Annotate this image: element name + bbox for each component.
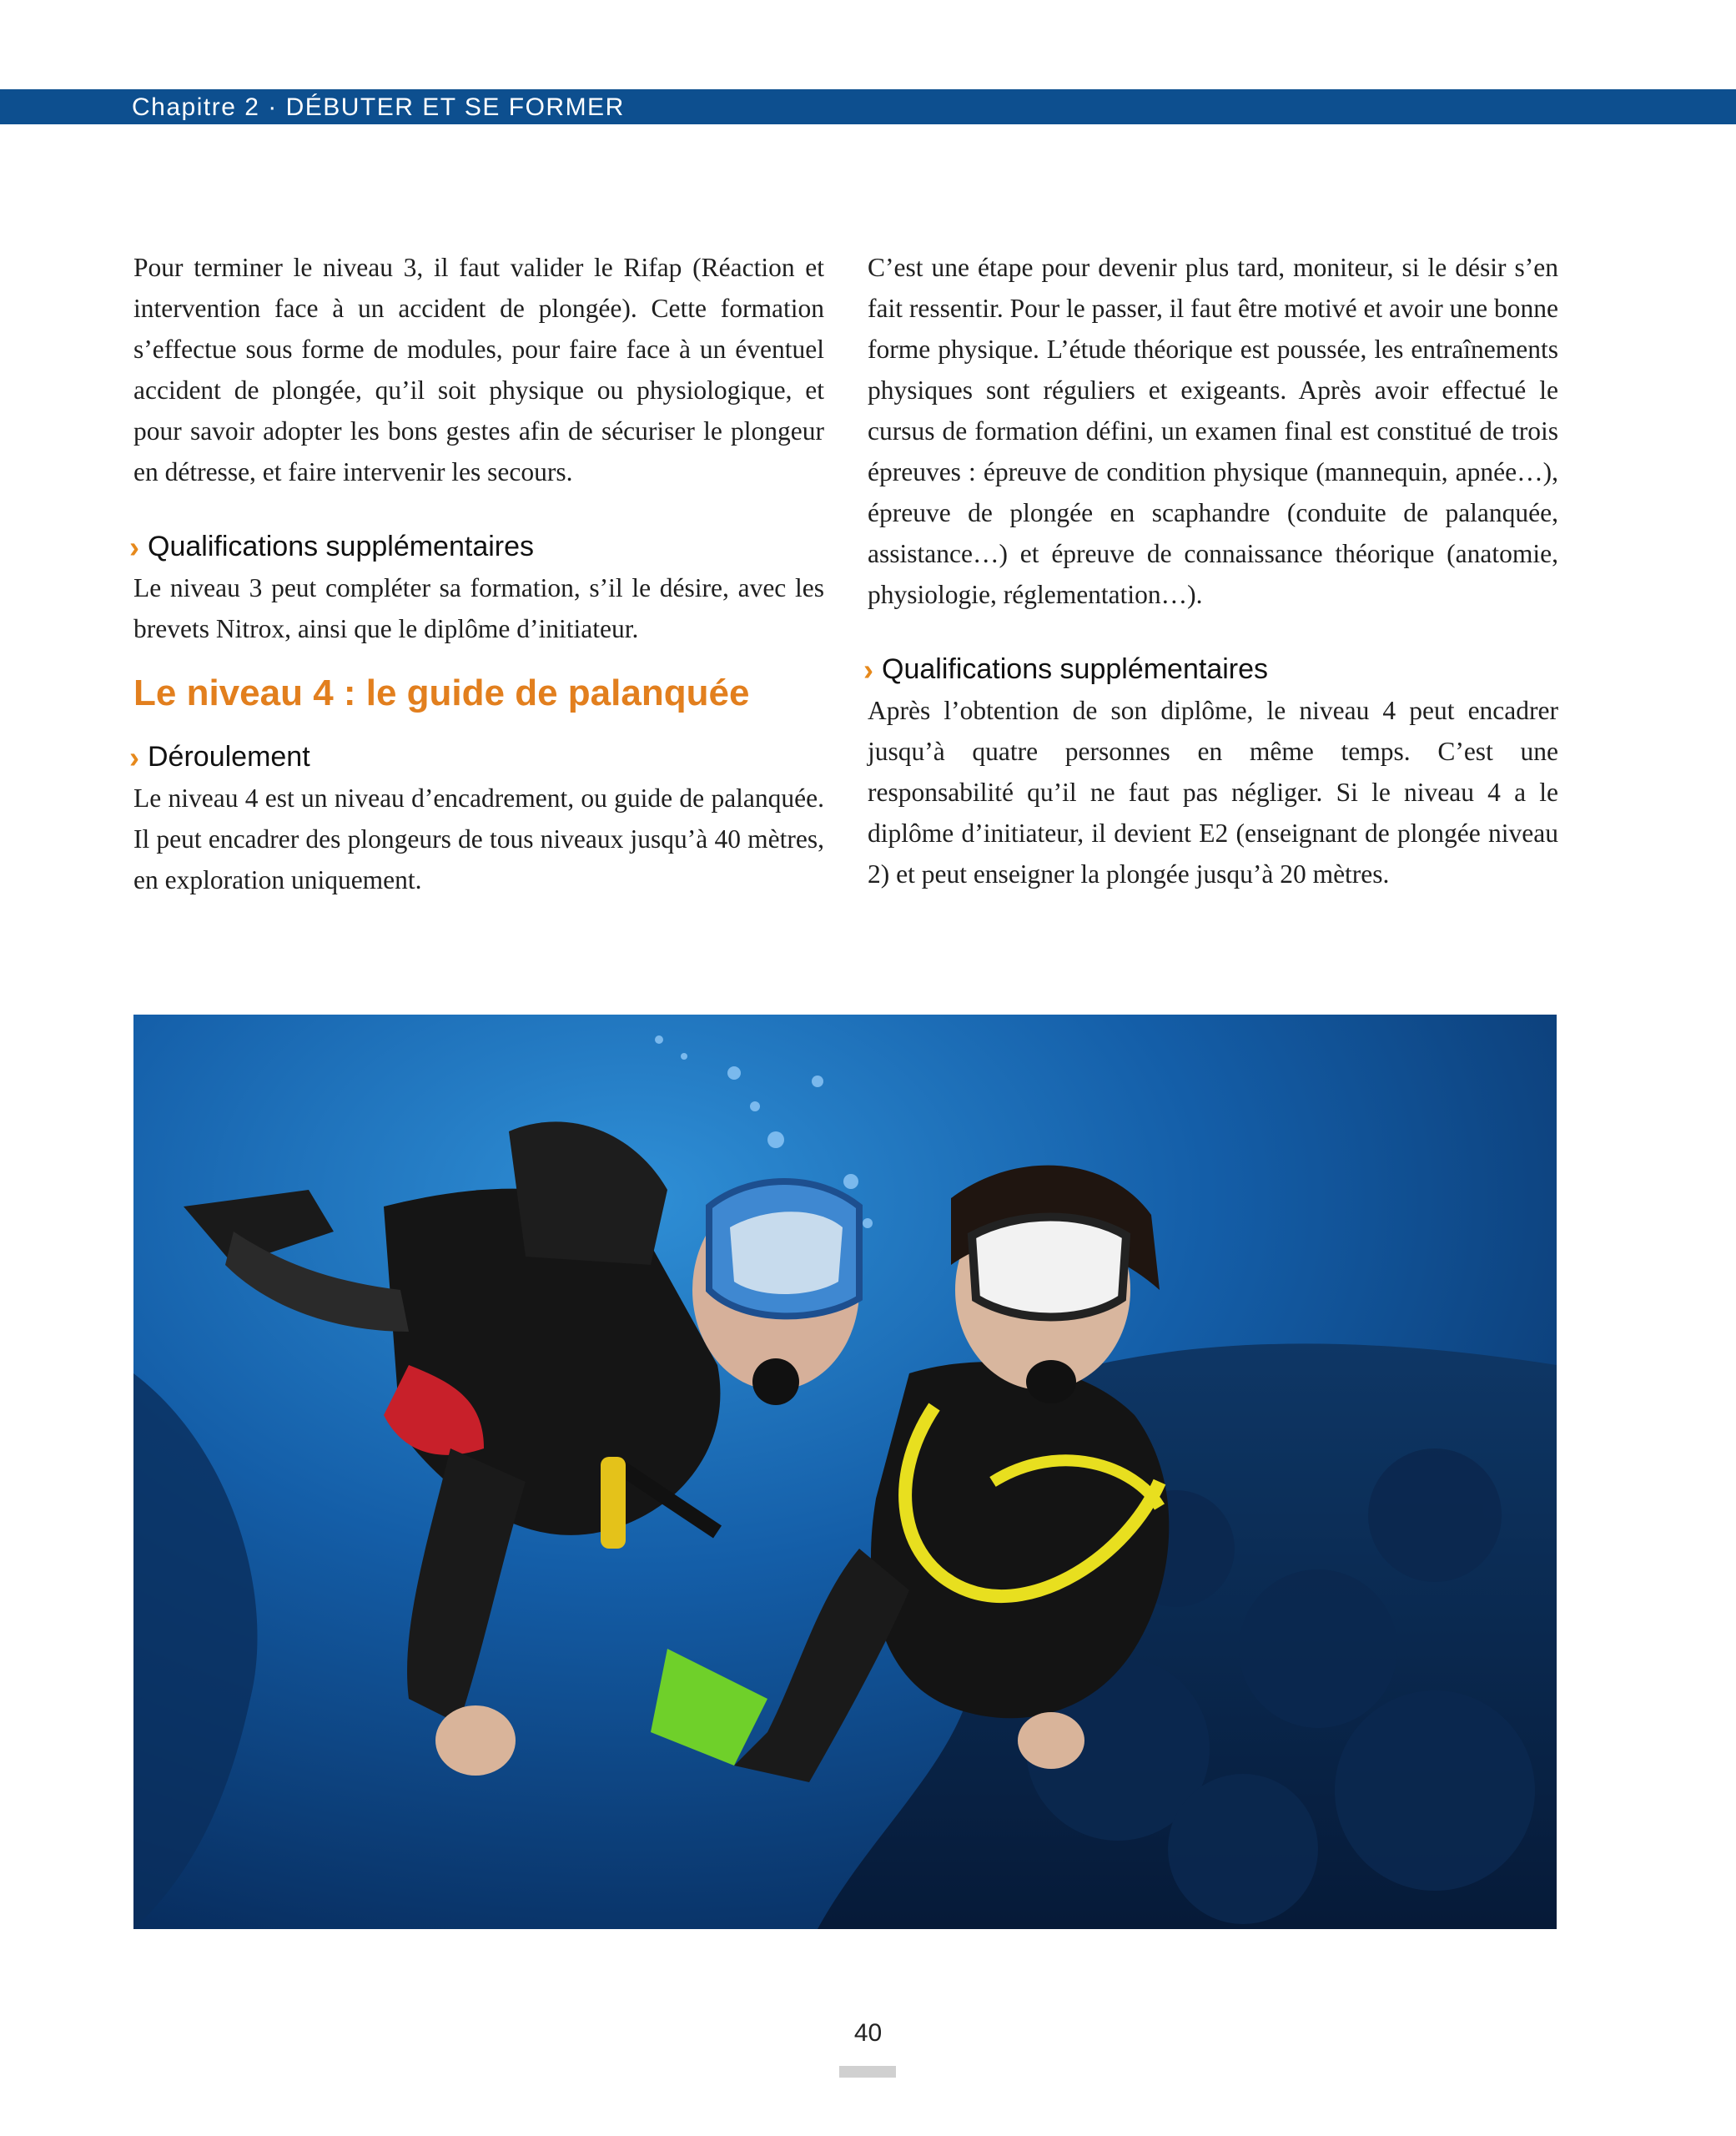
chevron-right-icon: › (129, 740, 139, 774)
chevron-right-icon: › (129, 530, 139, 564)
paragraph-rifap: Pour terminer le niveau 3, il faut valider le Rifap (Réaction et intervention face à un accident de plongée). Cette formation s’effectue sous forme de modules, pour faire face à un éventuel accident de plongée, qu’il soit physique ou physiologique, et pour savoir adopter les bons gestes afin de sécuriser le plongeur en détresse, et faire intervenir les secours. (133, 253, 824, 486)
page-number-bar (839, 2066, 896, 2078)
right-column (863, 247, 1558, 894)
chapter-header-band (0, 89, 1736, 124)
subheading-qualifications (129, 526, 824, 567)
subheading-qualifications (863, 649, 1558, 690)
subheading-qualifications-label: Qualifications supplémentaires (882, 653, 1269, 685)
left-column (129, 247, 824, 900)
subheading-deroulement-label: Déroulement (148, 741, 310, 773)
scuba-divers-photo (133, 1015, 1557, 1929)
paragraph-etape: C’est une étape pour devenir plus tard, moniteur, si le désir s’en fait ressentir. Pour le passer, il faut être motivé et avoir une bonne forme physique. L’étude théorique est poussée, les entraînements physiques sont réguliers et exigeants. Après avoir effectué le cursus de formation défini, un examen final est constitué de trois épreuves : épreuve de condition physique (mannequin, apnée…), épreuve de plongée en scaphandre (conduite de palanquée, assistance…) et épreuve de connaissance théorique (anatomie, physiologie, réglementation…). (868, 253, 1558, 609)
page-number: 40 (853, 2019, 883, 2047)
paragraph-qualifications: Le niveau 3 peut compléter sa formation, s’il le désire, avec les brevets Nitrox, ainsi que le diplôme d’initiateur. (133, 573, 824, 643)
subheading-qualifications-label: Qualifications supplémentaires (148, 531, 535, 562)
paragraph-qualifications: Après l’obtention de son diplôme, le niveau 4 peut encadrer jusqu’à quatre personnes en même temps. C’est une responsabilité qu’il ne faut pas négliger. Si le niveau 4 a le diplôme d’initiateur, il devient E2 (enseignant de plongée niveau 2) et peut enseigner la plongée jusqu’à 20 mètres. (868, 696, 1558, 889)
section-title: Le niveau 4 : le guide de palanquée (133, 673, 750, 713)
chevron-right-icon: › (863, 652, 873, 687)
paragraph-deroulement: Le niveau 4 est un niveau d’encadrement, ou guide de palanquée. Il peut encadrer des plongeurs de tous niveaux jusqu’à 40 mètres, en exploration uniquement. (133, 783, 824, 894)
chapter-title: Chapitre 2 · DÉBUTER ET SE FORMER (132, 93, 625, 121)
subheading-deroulement (129, 737, 824, 778)
